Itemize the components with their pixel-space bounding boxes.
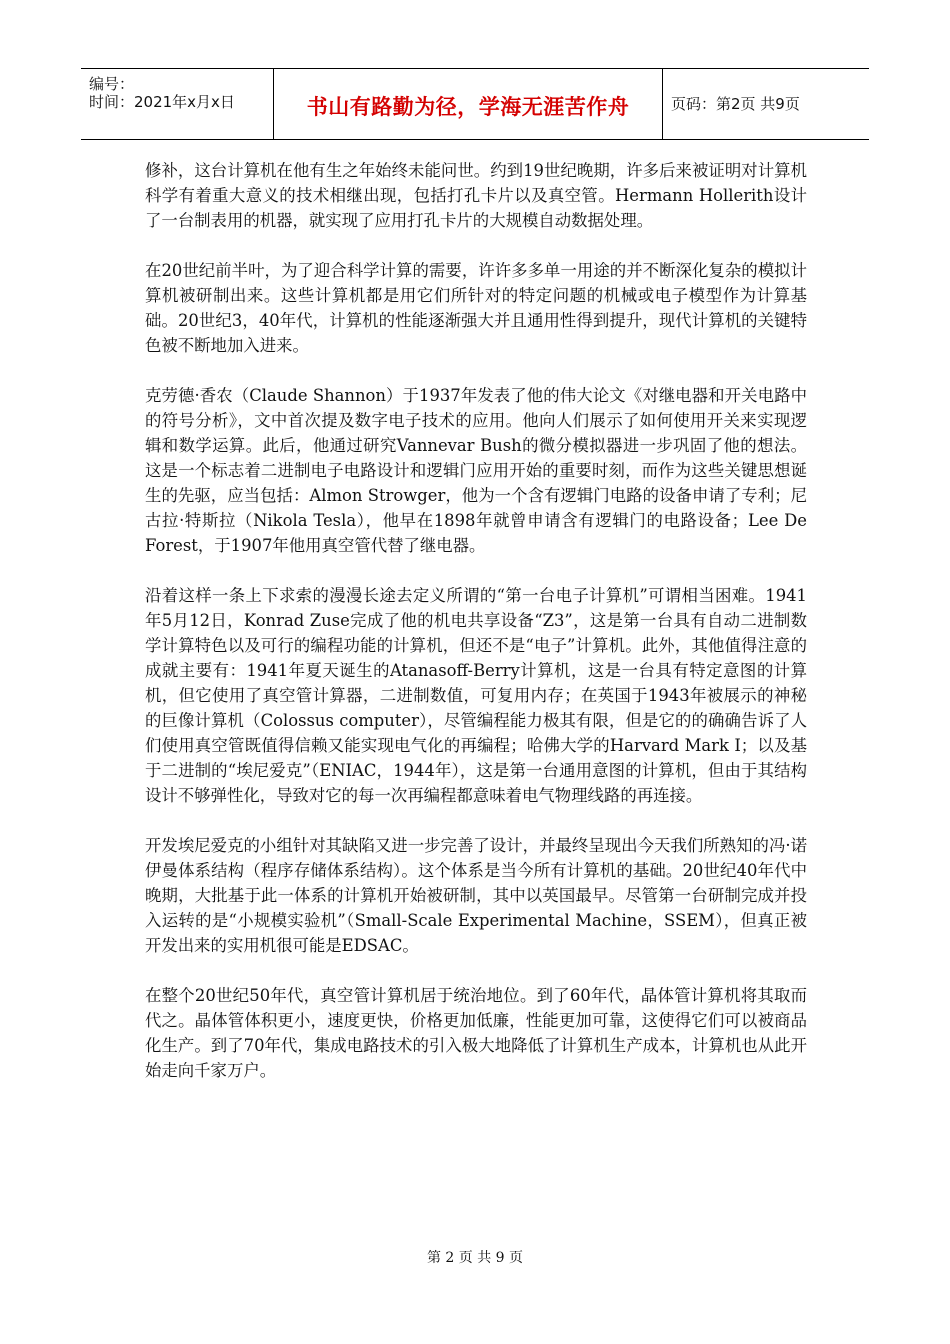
paragraph: 在整个20世纪50年代，真空管计算机居于统治地位。到了60年代，晶体管计算机将其取而代之。晶体管体积更小，速度更快，价格更加低廉，性能更加可靠，这使得它们可以被商品化生产。到了70年代，集成电路技术的引入极大地降低了计算机生产成本，计算机也从此开始走向千家万户。 <box>145 986 807 1080</box>
paragraph: 克劳德·香农（Claude Shannon）于1937年发表了他的伟大论文《对继电器和开关电路中的符号分析》，文中首次提及数字电子技术的应用。他向人们展示了如何使用开关来实现逻辑和数学运算。此后，他通过研究Vannevar Bush的微分模拟器进一步巩固了他的想法。这是一个标志着二进制电子电路设计和逻辑门应用开始的重要时刻，而作为这些关键思想诞生的先驱，应当包括：Almon Strowger，他为一个含有逻辑门电路的设备申请了专利；尼古拉·特斯拉（Nikola Tesla），他早在1898年就曾申请含有逻辑门的电路设备；Lee De Forest，于1907年他用真空管代替了继电器。 <box>145 386 807 555</box>
document-body <box>145 158 807 1108</box>
header-motto-cell <box>274 69 663 139</box>
header-meta-cell <box>81 69 274 139</box>
header-motto: 书山有路勤为径，学海无涯苦作舟 <box>306 95 630 119</box>
doc-time-label: 时间：2021年x月x日 <box>89 93 235 111</box>
paragraph: 修补，这台计算机在他有生之年始终未能问世。约到19世纪晚期，许多后来被证明对计算机科学有着重大意义的技术相继出现，包括打孔卡片以及真空管。Hermann Hollerith设计了一台制表用的机器，就实现了应用打孔卡片的大规模自动数据处理。 <box>145 161 807 230</box>
paragraph: 开发埃尼爱克的小组针对其缺陷又进一步完善了设计，并最终呈现出今天我们所熟知的冯·诺伊曼体系结构（程序存储体系结构）。这个体系是当今所有计算机的基础。20世纪40年代中晚期，大批基于此一体系的计算机开始被研制，其中以英国最早。尽管第一台研制完成并投入运转的是“小规模实验机”（Small-Scale Experimental Machine，SSEM），但真正被开发出来的实用机很可能是EDSAC。 <box>145 836 807 955</box>
paragraph: 在20世纪前半叶，为了迎合科学计算的需要，许许多多单一用途的并不断深化复杂的模拟计算机被研制出来。这些计算机都是用它们所针对的特定问题的机械或电子模型作为计算基础。20世纪3，40年代，计算机的性能逐渐强大并且通用性得到提升，现代计算机的关键特色被不断地加入进来。 <box>145 261 807 355</box>
header-page-cell <box>663 69 869 139</box>
doc-code-label: 编号： <box>89 75 135 93</box>
paragraph: 沿着这样一条上下求索的漫漫长途去定义所谓的“第一台电子计算机”可谓相当困难。1941年5月12日，Konrad Zuse完成了他的机电共享设备“Z3”，这是第一台具有自动二进制数学计算特色以及可行的编程功能的计算机，但还不是“电子”计算机。此外，其他值得注意的成就主要有：1941年夏天诞生的Atanasoff-Berry计算机，这是一台具有特定意图的计算机，但它使用了真空管计算器，二进制数值，可复用内存；在英国于1943年被展示的神秘的巨像计算机（Colossus computer），尽管编程能力极其有限，但是它的的确确告诉了人们使用真空管既值得信赖又能实现电气化的再编程；哈佛大学的Harvard Mark I；以及基于二进制的“埃尼爱克”（ENIAC，1944年），这是第一台通用意图的计算机，但由于其结构设计不够弹性化，导致对它的每一次再编程都意味着电气物理线路的再连接。 <box>145 586 807 805</box>
page-footer: 第 2 页 共 9 页 <box>426 1250 524 1266</box>
header-page-number: 页码：第2页 共9页 <box>671 95 800 113</box>
page-header <box>81 68 869 140</box>
